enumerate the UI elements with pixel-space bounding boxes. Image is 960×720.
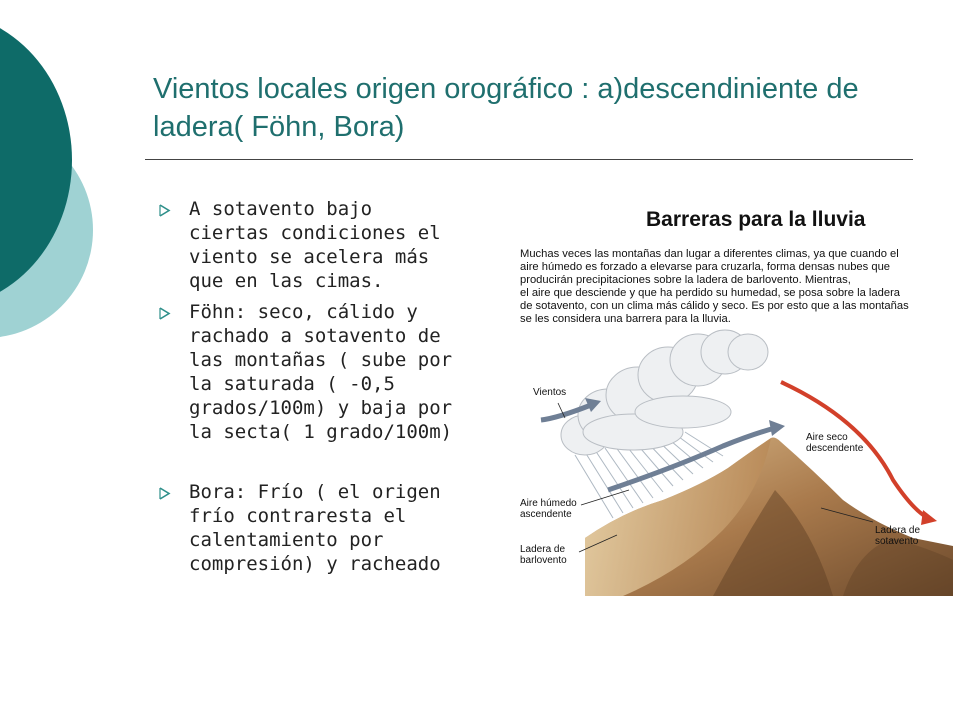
- figure-title: Barreras para la lluvia: [646, 208, 866, 231]
- label-ladera-barlovento: Ladera de barlovento: [520, 544, 567, 566]
- slide-title: Vientos locales origen orográfico : a)descendiniente de ladera( Föhn, Bora): [153, 73, 859, 143]
- descending-air-arrow-head: [921, 510, 937, 525]
- bullet-icon: [158, 487, 171, 500]
- bullet-item: [158, 197, 458, 293]
- title-divider: [145, 159, 913, 160]
- bullet-list: [158, 197, 458, 576]
- rain-barrier-figure: [513, 200, 960, 600]
- rain-cloud: [561, 330, 768, 455]
- bullet-icon: [158, 307, 171, 320]
- bullet-text: Bora: Frío ( el origen frío contraresta el calentamiento por compresión) y racheado: [189, 481, 441, 575]
- label-vientos: Vientos: [533, 387, 567, 398]
- bullet-icon: [158, 204, 171, 217]
- bullet-item: [158, 480, 458, 576]
- rising-air-arrow-head: [769, 420, 785, 436]
- label-ladera-sotavento: Ladera de sotavento: [875, 525, 921, 547]
- bullet-text: A sotavento bajo ciertas condiciones el viento se acelera más que en las cimas.: [189, 198, 441, 292]
- bullet-text: Föhn: seco, cálido y rachado a sotavento de las montañas ( sube por la saturada ( -0,5 grados/100m) y baja por la secta( 1 grado/100m): [189, 301, 453, 443]
- figure-description: Muchas veces las montañas dan lugar a diferentes climas, ya que cuando el aire húmedo es forzado a elevarse para cruzarla, forma densas nubes que producirán precipitaciones sobre la ladera de barlovento. Mientras, el aire que desciende y que ha perdido su humedad, se posa sobre la ladera de sotavento, con un clima más cálido y seco. Es por esto que a las montañas se les considera una barrera para la lluvia.: [520, 248, 909, 325]
- bullet-item: [158, 300, 458, 444]
- label-aire-humedo: Aire húmedo ascendente: [520, 498, 577, 520]
- label-aire-seco: Aire seco descendente: [806, 432, 864, 454]
